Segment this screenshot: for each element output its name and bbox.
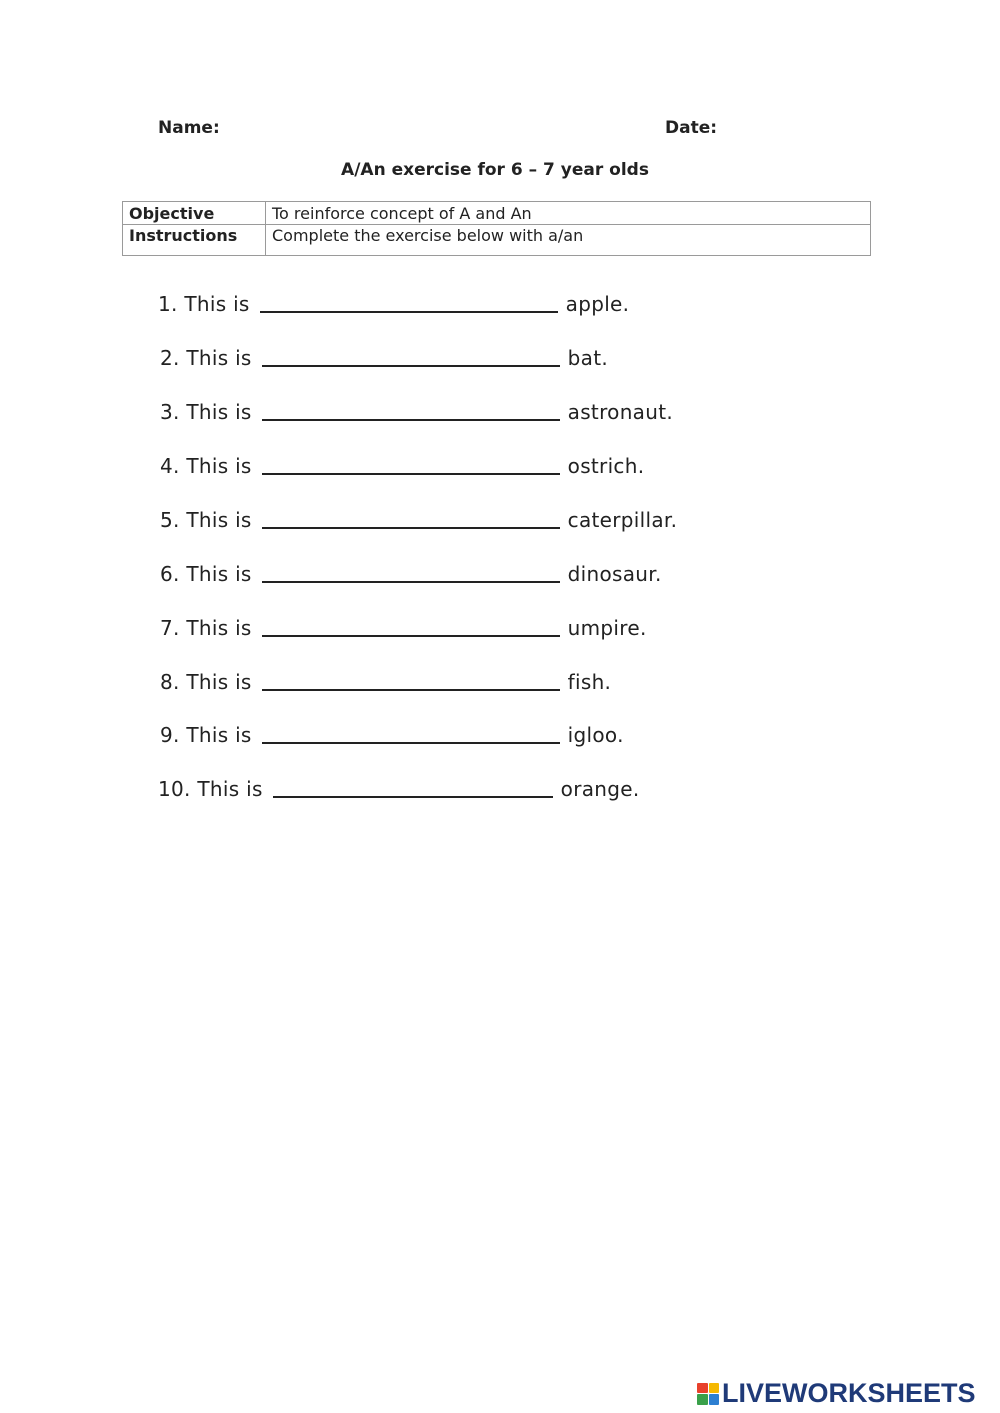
answer-blank[interactable]: [262, 526, 560, 529]
info-table: [122, 201, 871, 256]
instructions-key: Instructions: [123, 225, 266, 256]
item-word: dinosaur.: [567, 562, 662, 586]
answer-blank[interactable]: [262, 688, 560, 691]
answer-blank[interactable]: [262, 580, 560, 583]
objective-key: Objective: [123, 202, 266, 225]
exercise-item: [160, 346, 608, 370]
item-word: igloo.: [567, 723, 624, 747]
table-row: [123, 225, 871, 256]
item-word: astronaut.: [567, 400, 673, 424]
item-prefix: 9. This is: [160, 723, 252, 747]
item-word: apple.: [565, 292, 630, 316]
answer-blank[interactable]: [262, 364, 560, 367]
answer-blank[interactable]: [262, 418, 560, 421]
item-word: fish.: [567, 670, 612, 694]
item-prefix: 7. This is: [160, 616, 252, 640]
item-prefix: 10. This is: [158, 777, 263, 801]
badge-cell: [709, 1394, 720, 1405]
answer-blank[interactable]: [260, 310, 558, 313]
badge-cell: [697, 1383, 708, 1394]
exercise-item: [160, 454, 644, 478]
logo-badge-icon: [697, 1383, 719, 1405]
item-prefix: 2. This is: [160, 346, 252, 370]
page-title-text: A/An exercise for 6 – 7 year olds: [341, 160, 649, 180]
item-prefix: 4. This is: [160, 454, 252, 478]
item-word: orange.: [560, 777, 640, 801]
exercise-item: [160, 670, 611, 694]
answer-blank[interactable]: [262, 634, 560, 637]
exercise-item: [160, 562, 662, 586]
item-prefix: 3. This is: [160, 400, 252, 424]
objective-value: To reinforce concept of A and An: [266, 202, 871, 225]
item-prefix: 5. This is: [160, 508, 252, 532]
item-word: caterpillar.: [567, 508, 678, 532]
answer-blank[interactable]: [262, 741, 560, 744]
badge-cell: [697, 1394, 708, 1405]
instructions-value: Complete the exercise below with a/an: [266, 225, 871, 256]
date-label: Date:: [665, 118, 718, 138]
badge-cell: [709, 1383, 720, 1394]
exercise-item: [160, 723, 624, 747]
item-prefix: 1. This is: [158, 292, 250, 316]
item-prefix: 8. This is: [160, 670, 252, 694]
exercise-item: [158, 777, 640, 801]
answer-blank[interactable]: [262, 472, 560, 475]
item-word: ostrich.: [567, 454, 645, 478]
name-label: Name:: [158, 118, 220, 138]
liveworksheets-logo[interactable]: [697, 1378, 976, 1409]
brand-name: LIVEWORKSHEETS: [722, 1378, 976, 1408]
item-word: bat.: [567, 346, 609, 370]
exercise-item: [160, 400, 673, 424]
answer-blank[interactable]: [273, 795, 553, 798]
item-word: umpire.: [567, 616, 647, 640]
exercise-item: [160, 508, 677, 532]
page-title: [0, 160, 1000, 180]
exercise-item: [160, 616, 647, 640]
exercise-item: [158, 292, 629, 316]
table-row: [123, 202, 871, 225]
item-prefix: 6. This is: [160, 562, 252, 586]
